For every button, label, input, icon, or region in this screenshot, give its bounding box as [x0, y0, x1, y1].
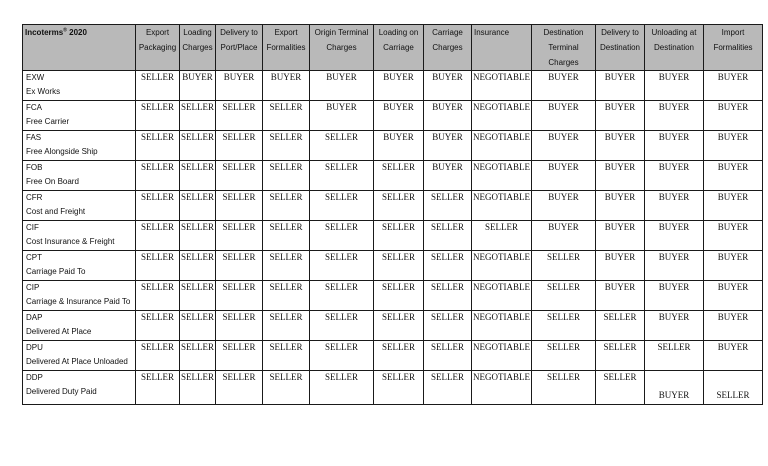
- column-header-line: Destination: [599, 43, 641, 52]
- responsibility-cell: SELLER: [263, 311, 310, 341]
- column-header-line: Packaging: [138, 43, 177, 52]
- responsibility-cell: SELLER: [310, 311, 374, 341]
- responsibility-cell: SELLER: [216, 251, 263, 281]
- responsibility-cell: SELLER: [263, 101, 310, 131]
- responsibility-cell: SELLER: [374, 341, 424, 371]
- incoterm-code: FAS: [26, 133, 42, 142]
- column-header-line: Carriage: [383, 43, 414, 52]
- incoterm-name: Cost Insurance & Freight: [26, 237, 115, 246]
- responsibility-cell: NEGOTIABLE: [472, 281, 532, 311]
- column-header-line: Delivery to: [601, 28, 639, 37]
- responsibility-cell: SELLER: [310, 371, 374, 405]
- table-row: [23, 371, 763, 405]
- responsibility-cell: BUYER: [263, 71, 310, 101]
- incoterms-table: [22, 24, 763, 405]
- responsibility-cell: SELLER: [136, 221, 180, 251]
- column-header-line: Charges: [326, 43, 357, 52]
- responsibility-cell: NEGOTIABLE: [472, 251, 532, 281]
- responsibility-cell: SELLER: [596, 341, 645, 371]
- column-header-line: Export: [145, 28, 170, 37]
- responsibility-cell: BUYER: [532, 131, 596, 161]
- responsibility-cell: SELLER: [532, 371, 596, 405]
- incoterm-cell: [23, 371, 136, 405]
- column-header: [136, 25, 180, 71]
- header-row: [23, 25, 763, 71]
- incoterm-name: Delivered Duty Paid: [26, 387, 97, 396]
- responsibility-cell: BUYER: [424, 101, 472, 131]
- table-title: Incoterms® 2020: [23, 25, 136, 71]
- responsibility-cell: SELLER: [532, 311, 596, 341]
- responsibility-cell: SELLER: [263, 371, 310, 405]
- incoterm-name: Delivered At Place: [26, 327, 92, 336]
- responsibility-cell: SELLER: [216, 371, 263, 405]
- responsibility-cell: SELLER: [374, 191, 424, 221]
- responsibility-cell: SELLER: [263, 341, 310, 371]
- responsibility-cell: BUYER: [310, 101, 374, 131]
- incoterm-code: CFR: [26, 193, 43, 202]
- responsibility-cell: BUYER: [704, 341, 763, 371]
- table-row: [23, 341, 763, 371]
- incoterm-code: DAP: [26, 313, 43, 322]
- responsibility-cell: SELLER: [136, 281, 180, 311]
- table-row: [23, 131, 763, 161]
- responsibility-cell: SELLER: [472, 221, 532, 251]
- incoterm-code: CPT: [26, 253, 42, 262]
- responsibility-cell: SELLER: [180, 251, 216, 281]
- table-row: [23, 311, 763, 341]
- responsibility-cell: NEGOTIABLE: [472, 71, 532, 101]
- responsibility-cell: BUYER: [704, 281, 763, 311]
- responsibility-cell: BUYER: [596, 161, 645, 191]
- column-header-line: Origin Terminal: [314, 28, 369, 37]
- responsibility-cell: BUYER: [645, 371, 704, 405]
- column-header: [424, 25, 472, 71]
- responsibility-cell: SELLER: [136, 161, 180, 191]
- incoterm-name: Free On Board: [26, 177, 79, 186]
- incoterm-name: Carriage & Insurance Paid To: [26, 297, 131, 306]
- responsibility-cell: SELLER: [374, 371, 424, 405]
- responsibility-cell: SELLER: [180, 311, 216, 341]
- responsibility-cell: BUYER: [596, 251, 645, 281]
- responsibility-cell: SELLER: [596, 311, 645, 341]
- responsibility-cell: SELLER: [424, 281, 472, 311]
- responsibility-cell: BUYER: [645, 281, 704, 311]
- column-header-line: Charges: [182, 43, 213, 52]
- incoterm-name: Free Alongside Ship: [26, 147, 98, 156]
- responsibility-cell: SELLER: [374, 281, 424, 311]
- column-header: [532, 25, 596, 71]
- responsibility-cell: BUYER: [532, 221, 596, 251]
- responsibility-cell: SELLER: [374, 251, 424, 281]
- column-header: [472, 25, 532, 71]
- column-header-line: Charges: [432, 43, 463, 52]
- responsibility-cell: BUYER: [596, 221, 645, 251]
- column-header: [645, 25, 704, 71]
- column-header-line: Import: [721, 28, 745, 37]
- incoterm-code: FOB: [26, 163, 43, 172]
- responsibility-cell: NEGOTIABLE: [472, 161, 532, 191]
- responsibility-cell: SELLER: [424, 371, 472, 405]
- responsibility-cell: BUYER: [216, 71, 263, 101]
- column-header-line: Formalities: [713, 43, 753, 52]
- table-row: [23, 191, 763, 221]
- responsibility-cell: BUYER: [596, 71, 645, 101]
- column-header-line: Insurance: [474, 28, 510, 37]
- responsibility-cell: SELLER: [180, 341, 216, 371]
- incoterm-cell: [23, 311, 136, 341]
- responsibility-cell: SELLER: [136, 131, 180, 161]
- column-header-line: Charges: [548, 58, 579, 67]
- responsibility-cell: SELLER: [263, 221, 310, 251]
- responsibility-cell: SELLER: [263, 281, 310, 311]
- responsibility-cell: SELLER: [216, 311, 263, 341]
- responsibility-cell: SELLER: [136, 311, 180, 341]
- column-header: [180, 25, 216, 71]
- responsibility-cell: SELLER: [180, 161, 216, 191]
- responsibility-cell: SELLER: [424, 311, 472, 341]
- responsibility-cell: BUYER: [532, 161, 596, 191]
- table-row: [23, 221, 763, 251]
- responsibility-cell: SELLER: [263, 251, 310, 281]
- responsibility-cell: SELLER: [532, 251, 596, 281]
- incoterm-name: Free Carrier: [26, 117, 70, 126]
- responsibility-cell: SELLER: [216, 161, 263, 191]
- column-header: [216, 25, 263, 71]
- incoterm-name: Ex Works: [26, 87, 61, 96]
- responsibility-cell: SELLER: [216, 281, 263, 311]
- column-header-line: Destination: [653, 43, 695, 52]
- responsibility-cell: SELLER: [180, 101, 216, 131]
- responsibility-cell: SELLER: [424, 191, 472, 221]
- incoterm-cell: [23, 281, 136, 311]
- incoterm-code: DDP: [26, 373, 43, 382]
- responsibility-cell: SELLER: [310, 251, 374, 281]
- table-row: [23, 161, 763, 191]
- responsibility-cell: SELLER: [424, 221, 472, 251]
- responsibility-cell: BUYER: [532, 71, 596, 101]
- responsibility-cell: SELLER: [424, 341, 472, 371]
- responsibility-cell: SELLER: [704, 371, 763, 405]
- responsibility-cell: NEGOTIABLE: [472, 341, 532, 371]
- responsibility-cell: NEGOTIABLE: [472, 101, 532, 131]
- responsibility-cell: SELLER: [310, 131, 374, 161]
- column-header: [596, 25, 645, 71]
- responsibility-cell: SELLER: [180, 371, 216, 405]
- responsibility-cell: SELLER: [180, 191, 216, 221]
- responsibility-cell: SELLER: [136, 191, 180, 221]
- responsibility-cell: SELLER: [216, 191, 263, 221]
- responsibility-cell: BUYER: [704, 161, 763, 191]
- column-header-line: Formalities: [266, 43, 306, 52]
- responsibility-cell: NEGOTIABLE: [472, 191, 532, 221]
- responsibility-cell: BUYER: [532, 191, 596, 221]
- responsibility-cell: BUYER: [704, 191, 763, 221]
- responsibility-cell: BUYER: [532, 101, 596, 131]
- incoterm-code: CIP: [26, 283, 40, 292]
- responsibility-cell: SELLER: [310, 161, 374, 191]
- responsibility-cell: NEGOTIABLE: [472, 311, 532, 341]
- incoterm-cell: [23, 341, 136, 371]
- responsibility-cell: BUYER: [374, 71, 424, 101]
- column-header-line: Destination: [543, 28, 584, 37]
- table-row: [23, 251, 763, 281]
- incoterm-name: Cost and Freight: [26, 207, 86, 216]
- column-header-line: Port/Place: [220, 43, 258, 52]
- responsibility-cell: BUYER: [180, 71, 216, 101]
- responsibility-cell: BUYER: [596, 131, 645, 161]
- table-row: [23, 101, 763, 131]
- responsibility-cell: BUYER: [645, 311, 704, 341]
- responsibility-cell: SELLER: [263, 131, 310, 161]
- incoterm-cell: [23, 221, 136, 251]
- responsibility-cell: SELLER: [532, 281, 596, 311]
- responsibility-cell: BUYER: [704, 101, 763, 131]
- incoterm-cell: [23, 191, 136, 221]
- column-header-line: Carriage: [432, 28, 463, 37]
- responsibility-cell: SELLER: [216, 101, 263, 131]
- responsibility-cell: SELLER: [424, 251, 472, 281]
- responsibility-cell: SELLER: [216, 131, 263, 161]
- responsibility-cell: SELLER: [374, 221, 424, 251]
- responsibility-cell: BUYER: [704, 131, 763, 161]
- responsibility-cell: BUYER: [645, 191, 704, 221]
- responsibility-cell: SELLER: [310, 191, 374, 221]
- responsibility-cell: BUYER: [424, 161, 472, 191]
- responsibility-cell: BUYER: [596, 281, 645, 311]
- responsibility-cell: BUYER: [645, 131, 704, 161]
- incoterm-code: EXW: [26, 73, 45, 82]
- responsibility-cell: BUYER: [645, 221, 704, 251]
- responsibility-cell: BUYER: [310, 71, 374, 101]
- column-header: [704, 25, 763, 71]
- column-header-line: Terminal: [548, 43, 579, 52]
- incoterm-cell: [23, 71, 136, 101]
- responsibility-cell: SELLER: [263, 161, 310, 191]
- responsibility-cell: BUYER: [374, 101, 424, 131]
- column-header: [374, 25, 424, 71]
- incoterm-cell: [23, 101, 136, 131]
- responsibility-cell: BUYER: [645, 251, 704, 281]
- incoterm-cell: [23, 131, 136, 161]
- responsibility-cell: SELLER: [136, 371, 180, 405]
- responsibility-cell: BUYER: [424, 131, 472, 161]
- responsibility-cell: SELLER: [310, 281, 374, 311]
- responsibility-cell: BUYER: [645, 71, 704, 101]
- incoterm-code: DPU: [26, 343, 43, 352]
- responsibility-cell: SELLER: [596, 371, 645, 405]
- responsibility-cell: NEGOTIABLE: [472, 131, 532, 161]
- incoterm-cell: [23, 161, 136, 191]
- responsibility-cell: SELLER: [645, 341, 704, 371]
- incoterm-cell: [23, 251, 136, 281]
- responsibility-cell: BUYER: [596, 191, 645, 221]
- responsibility-cell: BUYER: [374, 131, 424, 161]
- responsibility-cell: SELLER: [136, 341, 180, 371]
- responsibility-cell: SELLER: [532, 341, 596, 371]
- column-header-line: Loading on: [378, 28, 419, 37]
- column-header-line: Unloading at: [651, 28, 697, 37]
- column-header-line: Loading: [183, 28, 212, 37]
- responsibility-cell: BUYER: [704, 311, 763, 341]
- responsibility-cell: BUYER: [424, 71, 472, 101]
- responsibility-cell: SELLER: [310, 341, 374, 371]
- column-header-line: Delivery to: [220, 28, 258, 37]
- responsibility-cell: SELLER: [374, 161, 424, 191]
- responsibility-cell: SELLER: [263, 191, 310, 221]
- responsibility-cell: SELLER: [180, 131, 216, 161]
- responsibility-cell: SELLER: [216, 341, 263, 371]
- responsibility-cell: BUYER: [645, 161, 704, 191]
- responsibility-cell: BUYER: [704, 71, 763, 101]
- responsibility-cell: SELLER: [180, 221, 216, 251]
- responsibility-cell: SELLER: [136, 101, 180, 131]
- responsibility-cell: NEGOTIABLE: [472, 371, 532, 405]
- table-row: [23, 71, 763, 101]
- responsibility-cell: BUYER: [645, 101, 704, 131]
- column-header: [310, 25, 374, 71]
- responsibility-cell: BUYER: [704, 251, 763, 281]
- responsibility-cell: SELLER: [180, 281, 216, 311]
- table-row: [23, 281, 763, 311]
- responsibility-cell: SELLER: [136, 71, 180, 101]
- responsibility-cell: SELLER: [310, 221, 374, 251]
- incoterm-code: FCA: [26, 103, 42, 112]
- incoterm-code: CIF: [26, 223, 39, 232]
- table-body: [23, 71, 763, 405]
- incoterm-name: Carriage Paid To: [26, 267, 86, 276]
- responsibility-cell: BUYER: [596, 101, 645, 131]
- column-header-line: Export: [274, 28, 298, 37]
- responsibility-cell: SELLER: [136, 251, 180, 281]
- incoterm-name: Delivered At Place Unloaded: [26, 357, 128, 366]
- column-header: [263, 25, 310, 71]
- responsibility-cell: SELLER: [216, 221, 263, 251]
- responsibility-cell: BUYER: [704, 221, 763, 251]
- responsibility-cell: SELLER: [374, 311, 424, 341]
